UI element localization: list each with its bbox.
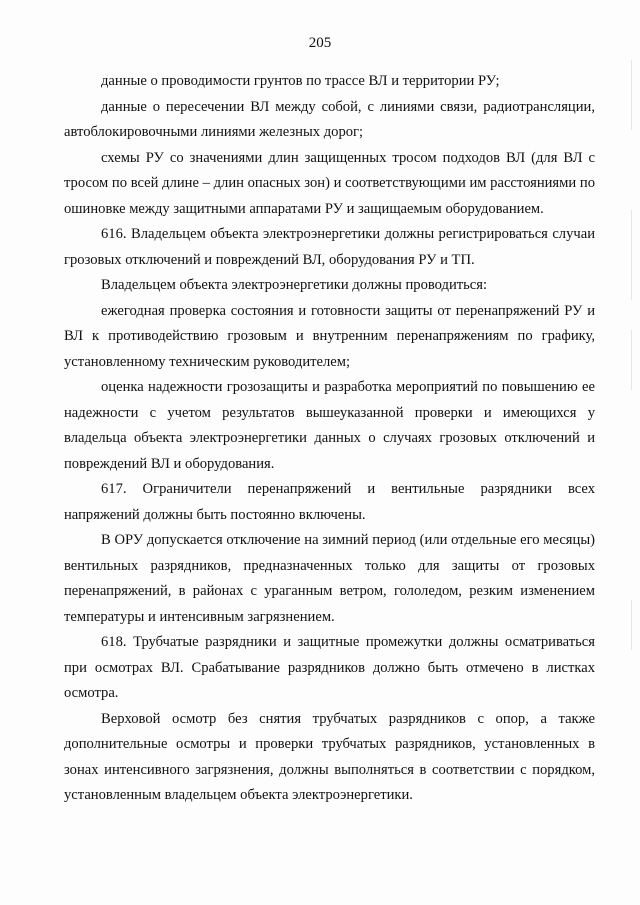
- scan-edge-mark: [631, 60, 632, 130]
- paragraph-617: 617. Ограничители перенапряжений и вентильные разрядники всех напряжений должны быть постоянно включены.: [64, 481, 595, 523]
- paragraph-annual-check: ежегодная проверка состояния и готовности защиты от перенапряжений РУ и ВЛ к противодействию грозовым и внутренним перенапряжениям по графику, установленному техническим руководителем;: [64, 302, 595, 370]
- scan-edge-mark: [631, 210, 632, 300]
- paragraph-ru-schemes: схемы РУ со значениями длин защищенных тросом подходов ВЛ (для ВЛ с тросом по всей длине – длин опасных зон) и соответствующими им расстояниями по ошиновке между защитными аппаратами РУ и защищаемым оборудованием.: [64, 149, 595, 217]
- paragraph-top-inspection: Верховой осмотр без снятия трубчатых разрядников с опор, а также дополнительные осмотры и проверки трубчатых разрядников, установленных в зонах интенсивного загрязнения, должны выполняться в соответствии с порядком, установленным владельцем объекта электроэнергетики.: [64, 710, 595, 803]
- paragraph-reliability-assessment: оценка надежности грозозащиты и разработка мероприятий по повышению ее надежности с учетом результатов вышеуказанной проверки и имеющихся у владельца объекта электроэнергетики данных о случаях грозовых отключений и повреждений ВЛ и оборудования.: [64, 379, 595, 472]
- scan-edge-mark: [631, 330, 632, 390]
- paragraph-618: 618. Трубчатые разрядники и защитные промежутки должны осматриваться при осмотрах ВЛ. Срабатывание разрядников должно быть отмечено в листках осмотра.: [64, 634, 595, 701]
- page-number: 205: [308, 35, 332, 51]
- paragraph-owner-duties: Владельцем объекта электроэнергетики должны проводиться:: [101, 277, 488, 293]
- paragraph-616: 616. Владельцем объекта электроэнергетики должны регистрироваться случаи грозовых отключений и повреждений ВЛ, оборудования РУ и ТП.: [64, 226, 595, 268]
- body-text: [64, 69, 595, 809]
- paragraph-line-crossings: данные о пересечении ВЛ между собой, с линиями связи, радиотрансляции, автоблокировочными линиями железных дорог;: [64, 98, 595, 140]
- paragraph-oru-winter: В ОРУ допускается отключение на зимний период (или отдельные его месяцы) вентильных разрядников, предназначенных только для защиты от грозовых перенапряжений, в районах с ураганным ветром, гололедом, резким изменением температуры и интенсивным загрязнением.: [64, 532, 595, 625]
- scan-edge-mark: [631, 600, 632, 650]
- paragraph-soil-conductivity: данные о проводимости грунтов по трассе ВЛ и территории РУ;: [101, 73, 500, 89]
